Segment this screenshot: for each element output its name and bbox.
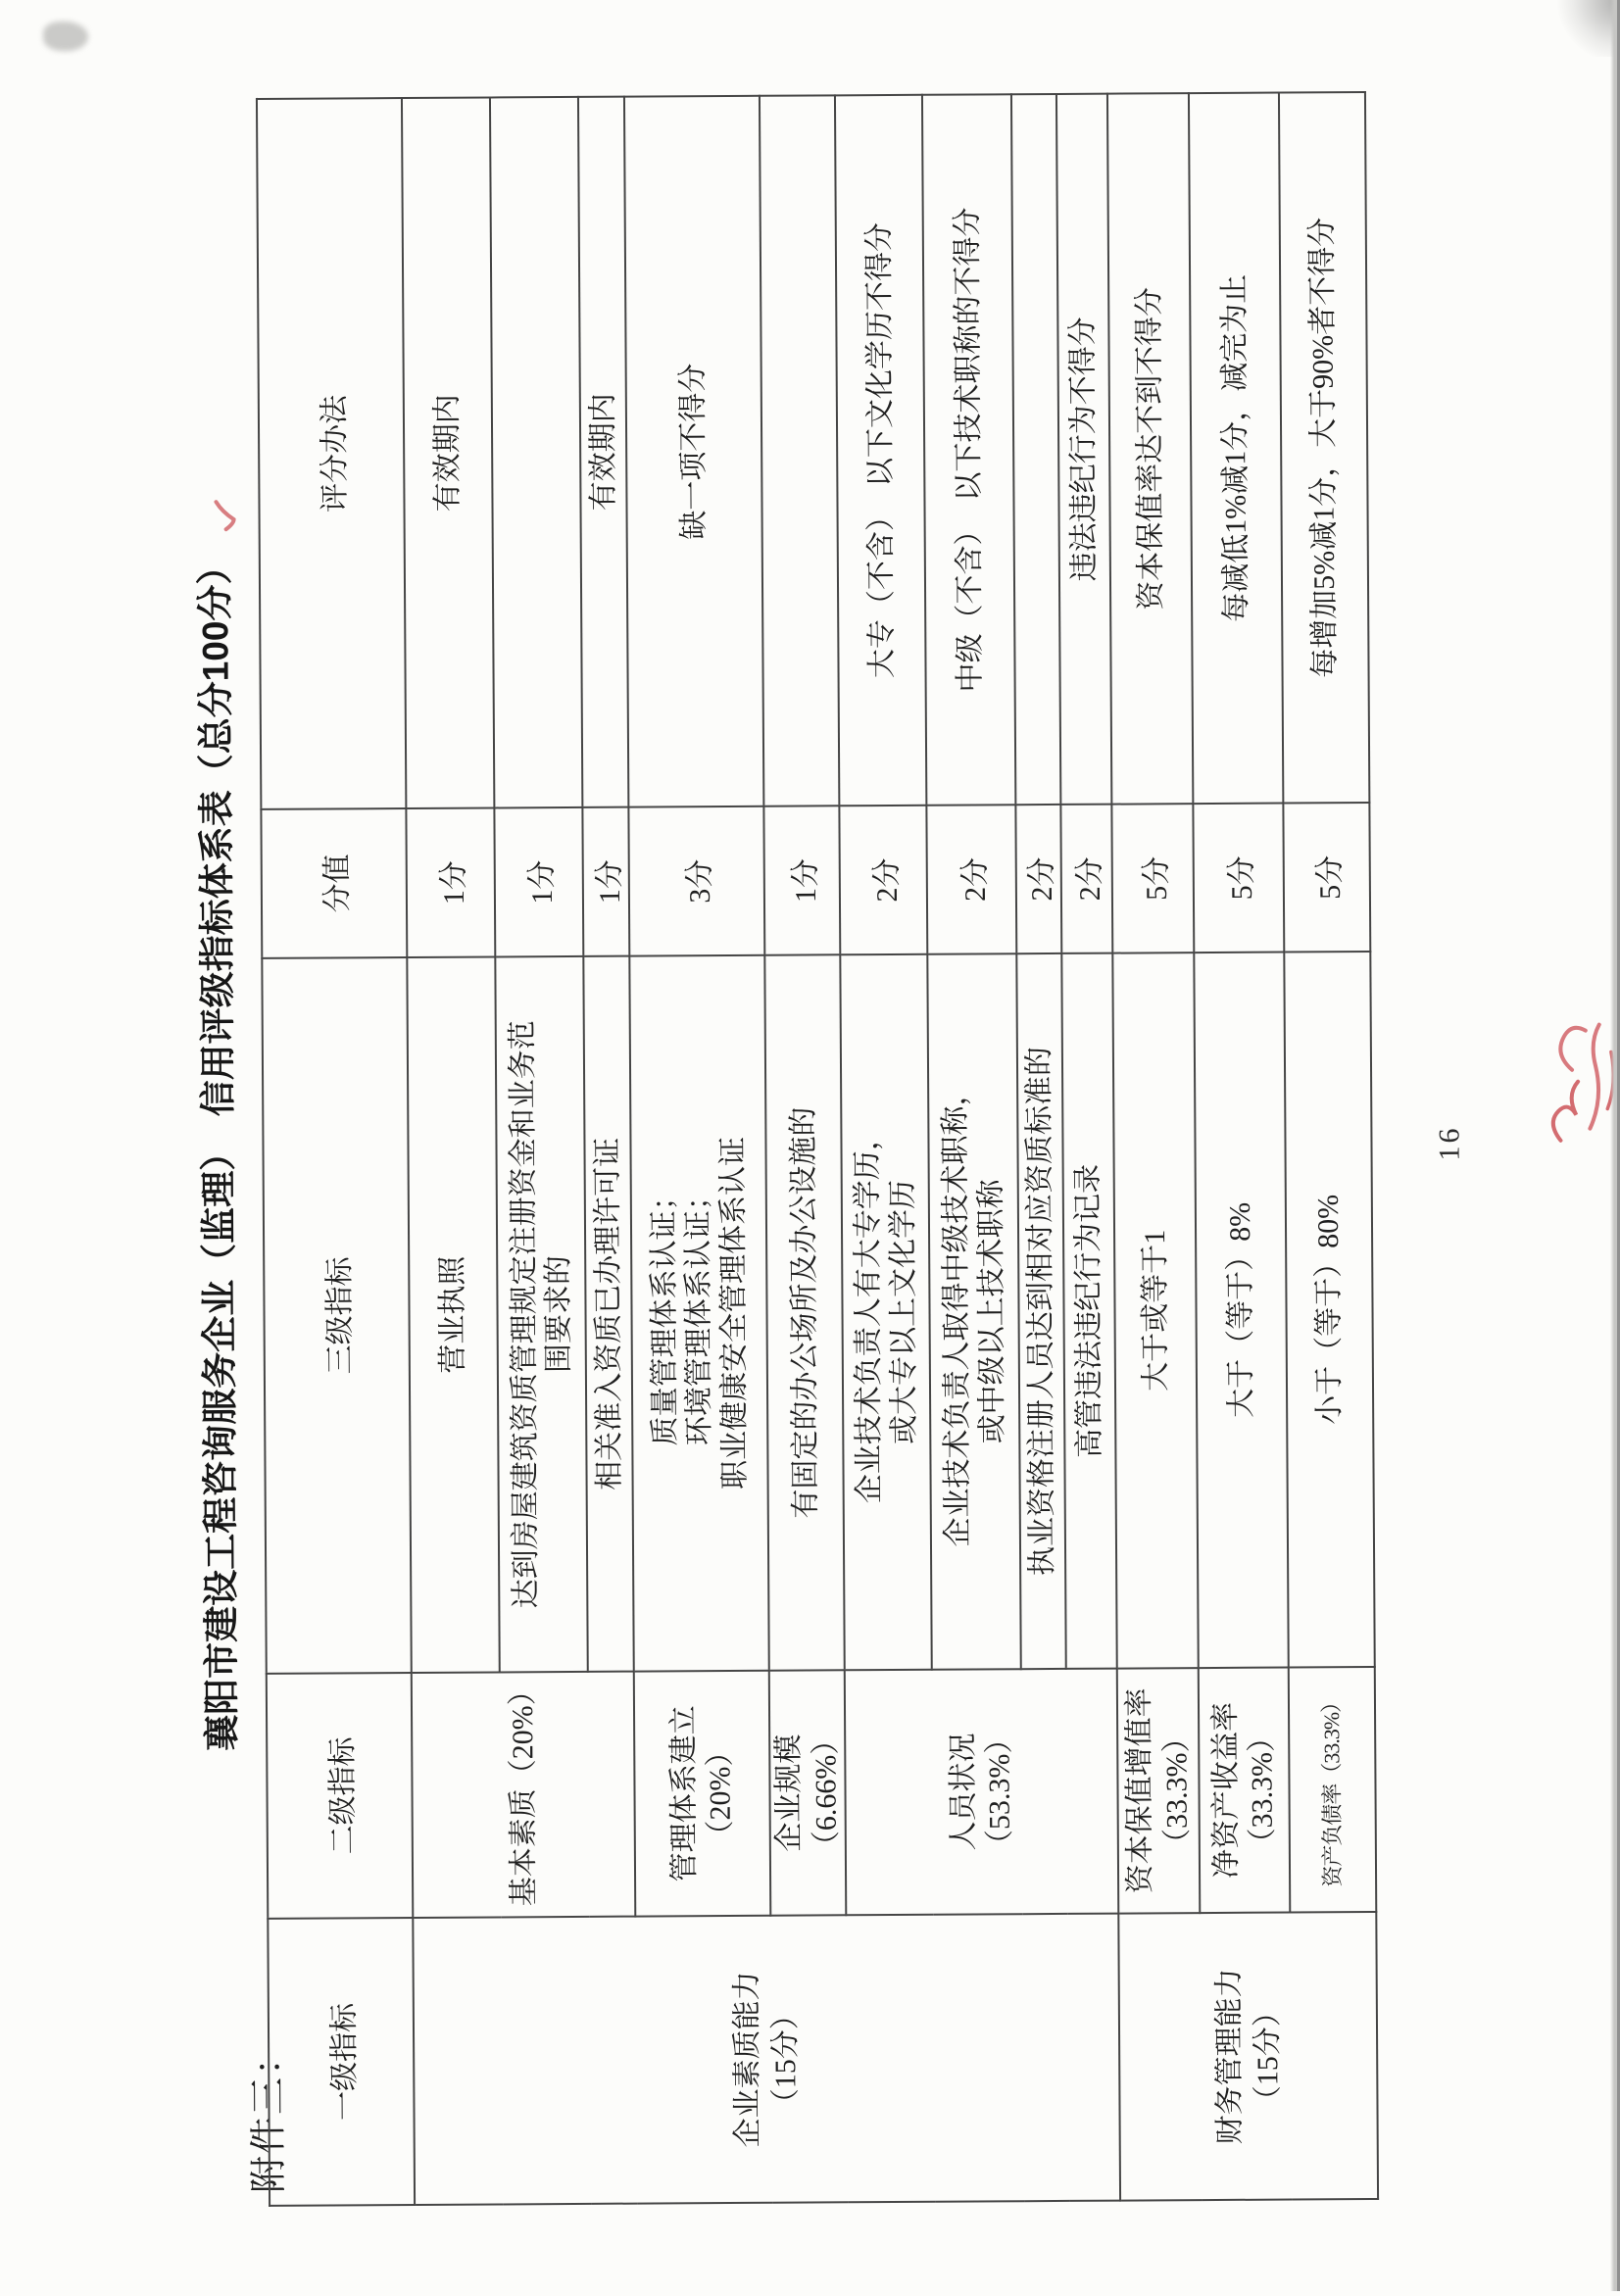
cell-level1-group-quality: 企业素质能力 （15分）	[413, 1913, 1120, 2204]
cell-method: 有效期内	[577, 96, 627, 806]
scanner-smudge-top-left-icon	[43, 22, 88, 51]
red-ink-scribble	[1542, 1010, 1620, 1148]
cell-score: 1分	[494, 806, 583, 956]
scanner-edge-shadow-icon	[1610, 0, 1620, 2291]
cell-indicator: 营业执照	[407, 956, 499, 1673]
header-score: 分值	[261, 808, 407, 958]
cell-indicator: 执业资格注册人员达到相对应资质标准的	[1016, 953, 1065, 1668]
attachment-label: 附件三：	[247, 2035, 290, 2193]
cell-score: 5分	[1193, 803, 1284, 953]
header-level3: 三级指标	[262, 957, 411, 1674]
cell-indicator: 企业技术负责人有大专学历， 或大专以上文化学历	[840, 953, 931, 1670]
cell-method	[759, 95, 838, 806]
cell-score: 2分	[926, 805, 1016, 954]
cell-score: 1分	[763, 806, 840, 954]
cell-level2-group-capital: 资本保值增值率 （33.3%）	[1116, 1668, 1200, 1914]
table-header-row	[256, 98, 414, 2206]
cell-score: 1分	[406, 807, 495, 957]
cell-indicator: 有固定的办公场所及办公设施的	[764, 954, 844, 1670]
cell-indicator: 大于（等于）8%	[1194, 952, 1288, 1668]
cell-method: 中级（不含） 以下技术职称的不得分	[921, 94, 1014, 806]
cell-level2-group-personnel: 人员状况（53.3%）	[844, 1668, 1118, 1915]
table-row	[623, 95, 771, 2203]
cell-score: 2分	[839, 805, 927, 954]
cell-method: 有效期内	[401, 97, 493, 808]
table-row	[759, 95, 847, 2202]
cell-level2-group-basic: 基本素质（20%）	[411, 1671, 635, 1917]
table-row	[834, 94, 934, 2202]
cell-indicator: 高管违法违纪行为记录	[1061, 953, 1116, 1668]
table-row	[1278, 92, 1377, 2199]
page-number: 16	[1432, 1124, 1466, 1161]
cell-level2-group-debt: 资产负债率（33.3%）	[1288, 1666, 1376, 1912]
table-row	[1106, 93, 1201, 2200]
cell-indicator: 大于或等于1	[1112, 953, 1198, 1668]
cell-indicator: 小于（等于）80%	[1284, 952, 1374, 1668]
cell-indicator: 相关准入资质已办理许可证	[583, 955, 633, 1671]
cell-method: 大专（不含） 以下文化学历不得分	[834, 94, 925, 806]
cell-method: 每增加5%减1分，大于90%者不得分	[1278, 92, 1368, 804]
table-row	[401, 97, 502, 2205]
red-ink-tick	[212, 498, 237, 533]
cell-score: 2分	[1060, 804, 1112, 953]
cell-level2-group-system: 管理体系建立 （20%）	[633, 1670, 770, 1916]
page-title: 襄阳市建设工程咨询服务企业（监理） 信用评级指标体系表（总分100分）	[194, 547, 242, 1751]
cell-score: 5分	[1283, 803, 1370, 953]
cell-method	[489, 96, 581, 807]
cell-indicator: 达到房屋建筑资质管理规定注册资金和业务范 围要求的	[495, 955, 587, 1672]
cell-level2-group-netassets: 净资产收益率 （33.3%）	[1198, 1667, 1290, 1913]
cell-score: 3分	[628, 806, 764, 955]
cell-method	[1010, 93, 1059, 804]
cell-score: 1分	[582, 806, 629, 955]
cell-indicator: 质量管理体系认证； 环境管理体系认证； 职业健康安全管理体系认证	[629, 954, 768, 1671]
header-method: 评分办法	[256, 98, 405, 809]
table-row	[1188, 92, 1291, 2200]
cell-method: 资本保值率达不到不得分	[1106, 93, 1192, 804]
header-level2: 二级指标	[266, 1672, 413, 1918]
cell-score: 5分	[1111, 804, 1194, 953]
header-level1: 一级指标	[268, 1917, 415, 2205]
cell-method: 每减低1%减1分，减完为止	[1188, 92, 1282, 804]
cell-score: 2分	[1015, 804, 1061, 953]
cell-level1-group-finance: 财务管理能力 （15分）	[1118, 1911, 1378, 2200]
cell-method: 缺一项不得分	[623, 95, 762, 806]
cell-level2-group-scale: 企业规模（6.66%）	[768, 1670, 846, 1915]
credit-rating-indicator-table	[255, 91, 1378, 2207]
cell-indicator: 企业技术负责人取得中级技术职称， 或中级以上技术职称	[927, 953, 1020, 1670]
cell-method: 违法违纪行为不得分	[1055, 93, 1110, 804]
